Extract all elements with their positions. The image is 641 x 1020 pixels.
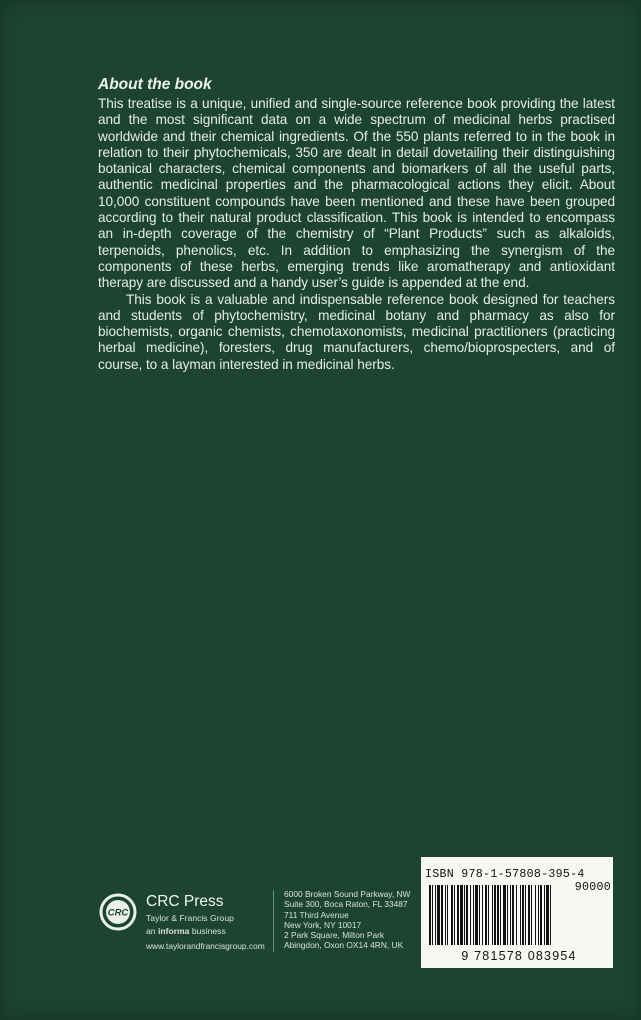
barcode-bar [479, 885, 480, 945]
barcode-bar [550, 885, 551, 945]
barcode-bar [512, 885, 514, 945]
about-paragraph-1: This treatise is a unique, unified and single-source reference book providing the latest and the most significant data on a wide spectrum of medicinal herbs practised worldwide and their chemical ingredients. Of the 550 plants referred to in the book in relation to their phytochemicals, 350 are dealt in detail dovetailing their distinguishing botanical characters, chemical components and biomarkers of all the useful parts, authentic medicinal properties and the pharmacological actions they elicit. About 10,000 constituent compounds have been mentioned and these have been grouped according to their natural product classification. This book is intended to encompass an in-depth coverage of the chemistry of “Plant Products” such as alkaloids, terpenoids, phenolics, etc. In addition to emphasizing the synergism of the components of these herbs, emerging trends like aromatherapy and antioxidant therapy are discussed and a handy user’s guide is appended at the end. [98, 96, 615, 291]
barcode-bar [435, 885, 436, 945]
isbn-number: ISBN 978-1-57808-395-4 [425, 868, 585, 881]
address-line: New York, NY 10017 [284, 919, 362, 930]
barcode-bar [516, 885, 517, 945]
barcode-bar [531, 885, 532, 945]
barcode-bar [520, 885, 521, 945]
barcode-bar [503, 885, 506, 945]
barcode-bar [522, 885, 524, 945]
address-line: 6000 Broken Sound Parkway, NW [284, 889, 411, 899]
publisher-website: www.taylorandfrancisgroup.com [146, 941, 265, 951]
informa-brand: informa [157, 926, 190, 936]
informa-suffix: business [191, 926, 226, 936]
barcode-bar [429, 885, 431, 945]
address-new-york [284, 911, 361, 930]
barcode-bar [507, 885, 508, 945]
barcode-bar [510, 885, 511, 945]
informa-tagline [146, 926, 226, 936]
barcode-bar [497, 885, 499, 945]
about-paragraph-2: This book is a valuable and indispensable reference book designed for teachers and students of phytochemistry, medicinal botany and pharmacy as also for biochemists, organic chemists, chemotaxonomists, medicinal practitioners (practicing herbal medicine), foresters, drug manufacturers, chemo/bioprospecters, and of course, to a layman interested in medicinal herbs. [98, 291, 615, 372]
barcode-bar [466, 885, 468, 945]
barcode-bar [535, 885, 536, 945]
publisher-divider [273, 890, 274, 952]
barcode-bar [457, 885, 459, 945]
barcode-bar [445, 885, 446, 945]
publisher-name: CRC Press [146, 893, 224, 910]
barcode-bar [441, 885, 443, 945]
barcode-bar [451, 885, 453, 945]
crc-logo-text: CRC [107, 907, 129, 919]
barcode-bar [482, 885, 483, 945]
publisher-group: Taylor & Francis Group [146, 913, 234, 923]
barcode-bar [538, 885, 539, 945]
about-heading: About the book [98, 76, 212, 93]
barcode-bar [460, 885, 463, 945]
barcode-bar [488, 885, 489, 945]
barcode-bar [437, 885, 440, 945]
barcode-bar [525, 885, 526, 945]
address-line: 711 Third Avenue [284, 910, 349, 920]
barcode-bar [540, 885, 542, 945]
barcode-bar [473, 885, 474, 945]
barcode-bar [492, 885, 493, 945]
barcode-bar [494, 885, 496, 945]
barcode-bar [544, 885, 545, 945]
address-boca-raton [284, 890, 410, 909]
barcode-bars [427, 885, 609, 945]
price-code: 90000 [574, 881, 611, 894]
about-section [98, 76, 615, 373]
isbn-barcode [421, 857, 613, 968]
barcode-bar [528, 885, 530, 945]
barcode-bar [470, 885, 471, 945]
barcode-bar [432, 885, 433, 945]
barcode-bar [464, 885, 465, 945]
barcode-bar [546, 885, 549, 945]
address-line: Abingdon, Oxon OX14 4RN, UK [284, 939, 404, 950]
barcode-bar [454, 885, 455, 945]
address-line: Suite 300, Boca Raton, FL 33487 [284, 898, 408, 909]
crc-press-logo-icon [99, 893, 137, 931]
barcode-bar [447, 885, 448, 945]
ean-number: 9 781578 083954 [461, 949, 577, 963]
informa-prefix: an [146, 926, 156, 936]
barcode-bar [500, 885, 501, 945]
address-abingdon [284, 931, 403, 950]
barcode-bar [475, 885, 478, 945]
barcode-bar [485, 885, 487, 945]
address-line: 2 Park Square, Milton Park [284, 930, 385, 940]
